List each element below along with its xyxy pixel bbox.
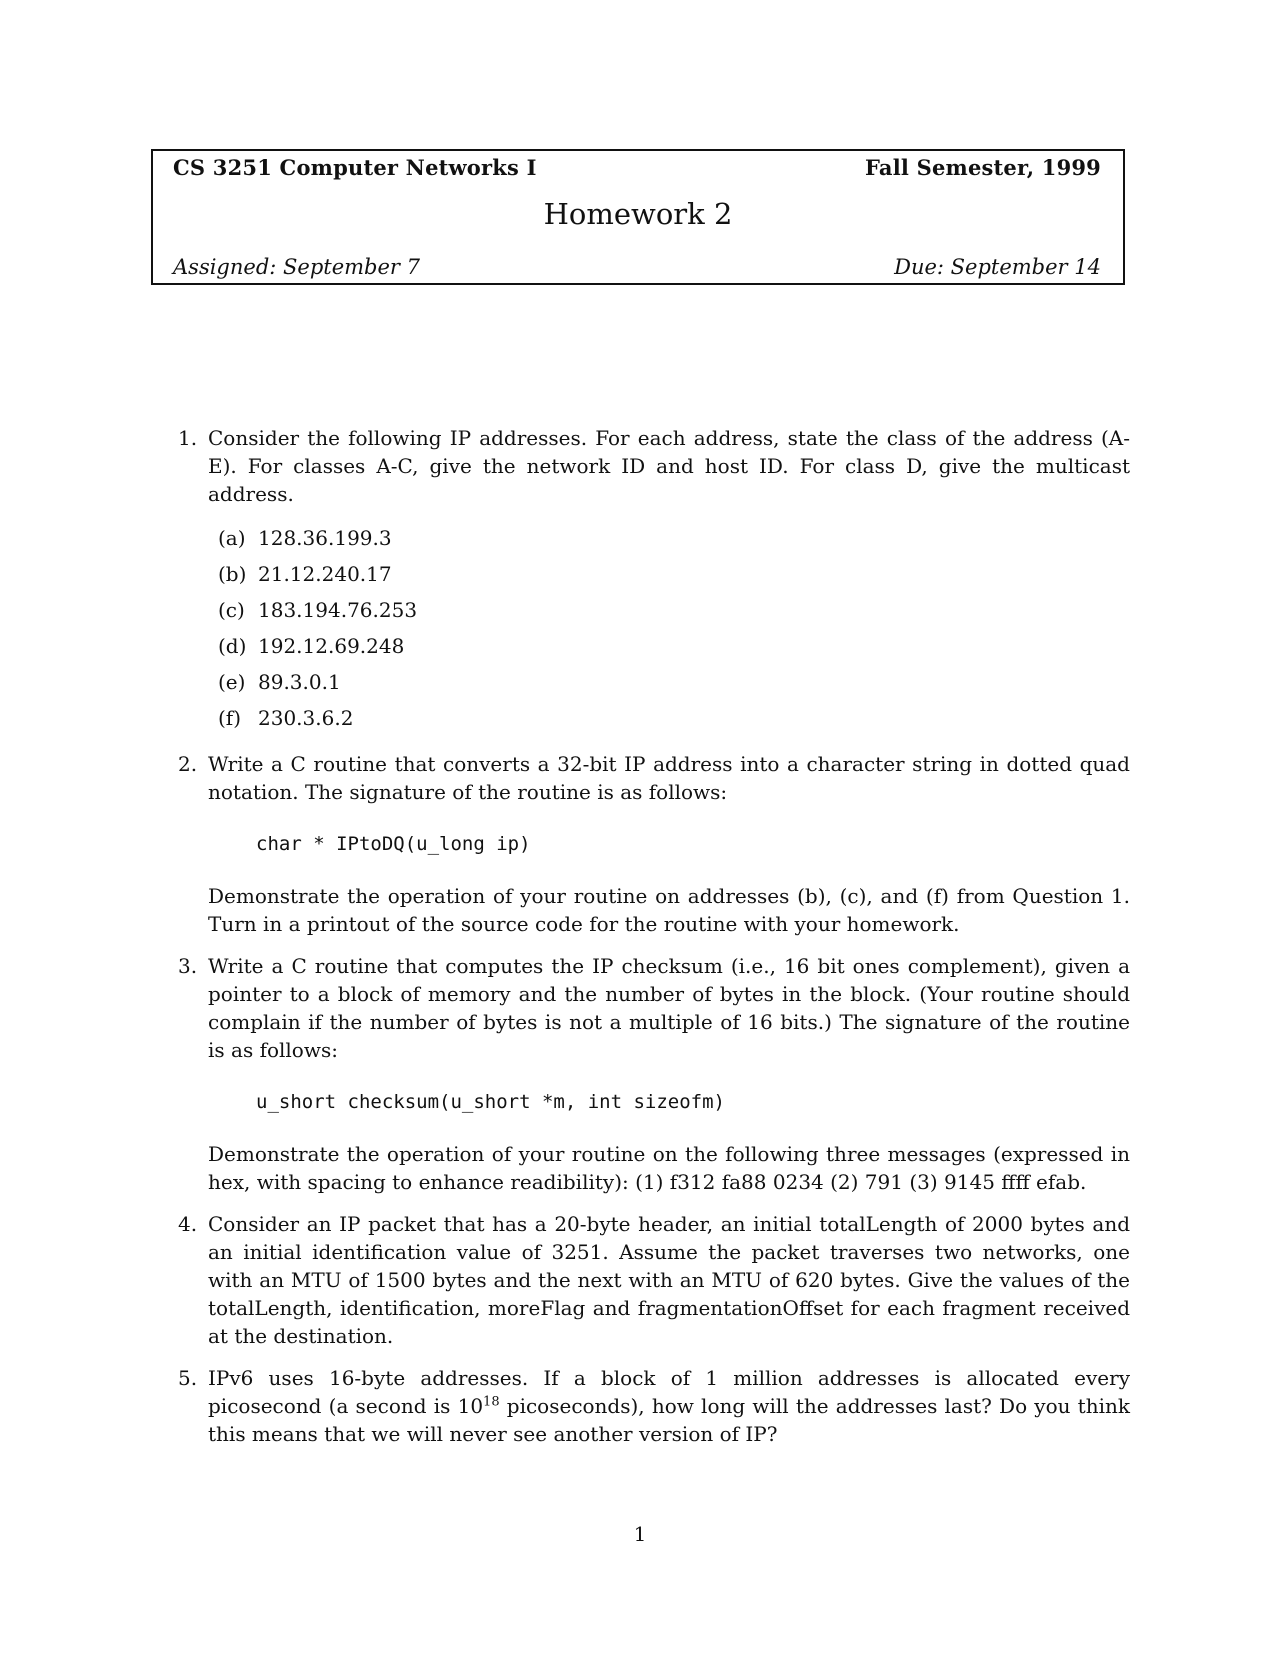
item-value: 230.3.6.2 [258, 706, 354, 730]
question-followup: Demonstrate the operation of your routine on addresses (b), (c), and (f) from Question 1. Turn in a printout of the source code for the routine with your homework. [208, 884, 1130, 936]
assigned-date: Assigned: September 7 [173, 255, 421, 279]
item-value: 128.36.199.3 [258, 526, 392, 550]
list-item [218, 556, 1130, 592]
question-text: Write a C routine that computes the IP checksum (i.e., 16 bit ones complement), given a pointer to a block of memory and the number of bytes in the block. (Your routine should complain if the number of bytes is not a multiple of 16 bits.) The signature of the routine is as follows: [208, 954, 1130, 1062]
semester: Fall Semester, 1999 [864, 155, 1101, 180]
page-title: Homework 2 [543, 197, 733, 231]
item-value: 21.12.240.17 [258, 562, 392, 586]
address-list [218, 520, 1130, 736]
list-item [218, 700, 1130, 736]
header-box [151, 149, 1125, 285]
code-signature: u_short checksum(u_short *m, int sizeofm) [256, 1091, 725, 1113]
item-label: (d) [218, 634, 247, 658]
list-item [218, 628, 1130, 664]
question-text: Write a C routine that converts a 32-bit IP address into a character string in dotted quad notation. The signature of the routine is as follows: [208, 752, 1130, 804]
question-number: 4. [178, 1212, 198, 1236]
power-base: 10 [457, 1394, 484, 1418]
question-5 [160, 1364, 1130, 1448]
code-signature: char * IPtoDQ(u_long ip) [256, 833, 531, 855]
list-item [218, 520, 1130, 556]
due-date: Due: September 14 [894, 255, 1101, 279]
question-4 [160, 1210, 1130, 1350]
question-followup: Demonstrate the operation of your routine on the following three messages (expressed in hex, with spacing to enhance readibility): (1) f312 fa88 0234 (2) 791 (3) 9145 ffff efab. [208, 1142, 1130, 1194]
page-number: 1 [633, 1522, 647, 1546]
question-1 [160, 424, 1130, 736]
item-value: 183.194.76.253 [258, 598, 418, 622]
item-label: (e) [218, 670, 246, 694]
item-value: 89.3.0.1 [258, 670, 341, 694]
item-label: (f) [218, 706, 242, 730]
text-after: picoseconds), how long will the addresses last? Do you think this means that we will never see another version of IP? [208, 1394, 1130, 1446]
question-number: 2. [178, 752, 198, 776]
question-text [208, 1364, 1130, 1448]
question-text: Consider an IP packet that has a 20-byte header, an initial totalLength of 2000 bytes and an initial identification value of 3251. Assume the packet traverses two networks, one with an MTU of 1500 bytes and the next with an MTU of 620 bytes. Give the values of the totalLength, identification, moreFlag and fragmentationOffset for each fragment received at the destination. [208, 1212, 1130, 1348]
question-number: 3. [178, 954, 198, 978]
item-label: (c) [218, 598, 245, 622]
item-label: (a) [218, 526, 246, 550]
item-value: 192.12.69.248 [258, 634, 405, 658]
course-title: CS 3251 Computer Networks I [173, 155, 537, 180]
item-label: (b) [218, 562, 247, 586]
power-exponent: 18 [483, 1394, 500, 1410]
list-item [218, 592, 1130, 628]
list-item [218, 664, 1130, 700]
question-3 [160, 952, 1130, 1196]
question-list [160, 424, 1130, 1462]
question-text: Consider the following IP addresses. For each address, state the class of the address (A-E). For classes A-C, give the network ID and host ID. For class D, give the multicast address. [208, 426, 1130, 506]
text-before: IPv6 uses 16-byte addresses. If a block of 1 million addresses is allocated every picosecond (a second is [208, 1366, 1130, 1418]
question-number: 1. [178, 426, 198, 450]
question-number: 5. [178, 1366, 198, 1390]
question-2 [160, 750, 1130, 938]
